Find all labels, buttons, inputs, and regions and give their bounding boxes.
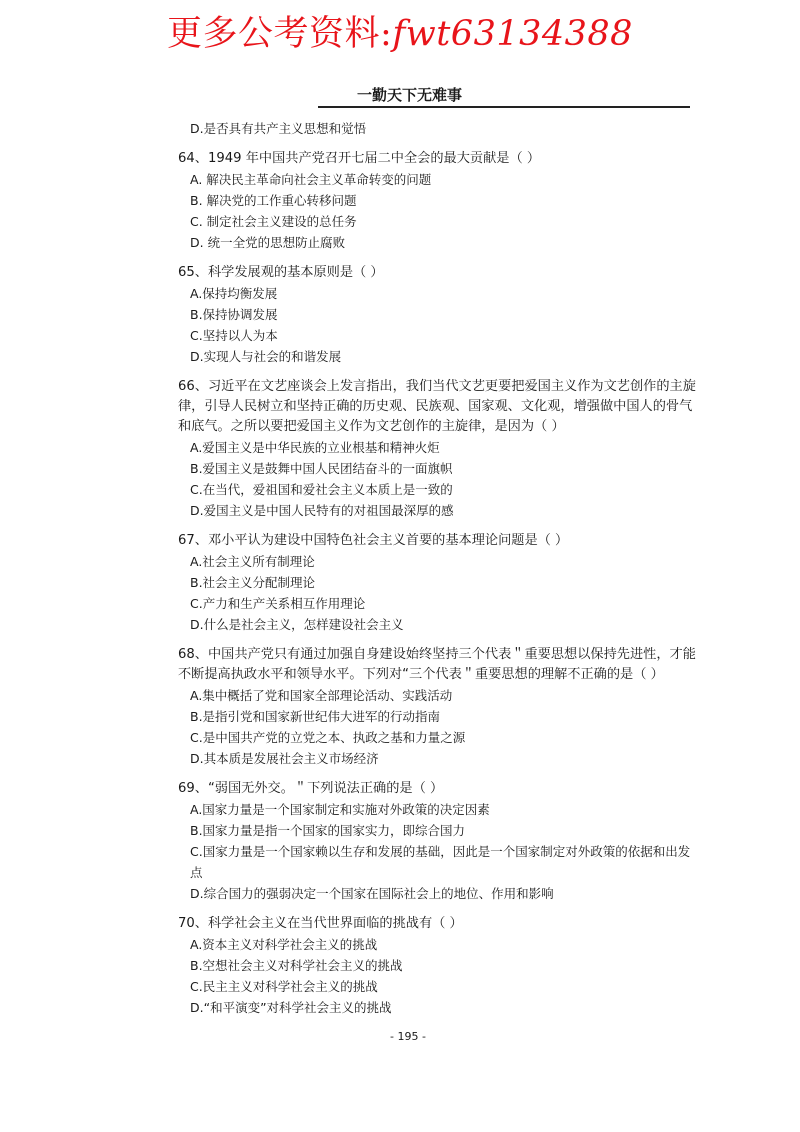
option-c: C.坚持以人为本 — [190, 328, 278, 343]
question-64 — [178, 149, 698, 253]
question-69 — [178, 779, 698, 904]
header-divider — [318, 106, 690, 108]
option-d: D.综合国力的强弱决定一个国家在国际社会上的地位、作用和影响 — [190, 886, 554, 901]
question-list — [178, 118, 698, 1028]
option-d: D.其本质是发展社会主义市场经济 — [190, 751, 379, 766]
option-b: B.国家力量是指一个国家的国家实力，即综合国力 — [190, 823, 466, 838]
question-stem: 65、科学发展观的基本原则是（ ） — [178, 265, 384, 280]
question-65 — [178, 263, 698, 367]
option-b: B.是指引党和国家新世纪伟大进军的行动指南 — [190, 709, 441, 724]
option-d: D. 统一全党的思想防止腐败 — [190, 235, 346, 250]
option-c: C. 制定社会主义建设的总任务 — [190, 214, 357, 229]
option-d: D.爱国主义是中国人民特有的对祖国最深厚的感 — [190, 503, 454, 518]
option-c: C.产力和生产关系相互作用理论 — [190, 596, 366, 611]
option-a: A.爱国主义是中华民族的立业根基和精神火炬 — [190, 440, 440, 455]
watermark-banner — [0, 6, 800, 56]
question-stem: 68、中国共产党只有通过加强自身建设始终坚持三个代表＂重要思想以保持先进性，才能不断提高执政水平和领导水平。下列对“三个代表＂重要思想的理解不正确的是（ ） — [178, 647, 696, 682]
question-70 — [178, 914, 698, 1018]
option-b: B.空想社会主义对科学社会主义的挑战 — [190, 958, 403, 973]
page-number: - 195 - — [390, 1030, 426, 1043]
orphan-option: D.是否具有共产主义思想和觉悟 — [190, 121, 367, 136]
question-stem: 67、邓小平认为建设中国特色社会主义首要的基本理论问题是（ ） — [178, 533, 569, 548]
option-b: B.爱国主义是鼓舞中国人民团结奋斗的一面旗帜 — [190, 461, 453, 476]
question-stem: 70、科学社会主义在当代世界面临的挑战有（ ） — [178, 916, 463, 931]
watermark-label: 更多公考资料: — [167, 14, 393, 54]
option-c: C.国家力量是一个国家赖以生存和发展的基础，因此是一个国家制定对外政策的依据和出发点 — [190, 844, 691, 880]
option-a: A.集中概括了党和国家全部理论活动、实践活动 — [190, 688, 453, 703]
question-stem: 64、1949 年中国共产党召开七届二中全会的最大贡献是（ ） — [178, 151, 541, 166]
watermark-id: fwt63134388 — [392, 14, 633, 54]
option-a: A.保持均衡发展 — [190, 286, 278, 301]
option-a: A.社会主义所有制理论 — [190, 554, 315, 569]
option-c: C.是中国共产党的立党之本、执政之基和力量之源 — [190, 730, 466, 745]
option-d: D.实现人与社会的和谐发展 — [190, 349, 342, 364]
option-a: A.资本主义对科学社会主义的挑战 — [190, 937, 378, 952]
option-c: C.民主主义对科学社会主义的挑战 — [190, 979, 378, 994]
option-a: A. 解决民主革命向社会主义革命转变的问题 — [190, 172, 432, 187]
option-a: A.国家力量是一个国家制定和实施对外政策的决定因素 — [190, 802, 490, 817]
option-d: D.“和平演变”对科学社会主义的挑战 — [190, 1000, 392, 1015]
option-b: B. 解决党的工作重心转移问题 — [190, 193, 357, 208]
question-68 — [178, 645, 698, 769]
question-67 — [178, 531, 698, 635]
page-header-title: 一勤天下无难事 — [356, 86, 462, 104]
option-c: C.在当代，爱祖国和爱社会主义本质上是一致的 — [190, 482, 453, 497]
option-b: B.社会主义分配制理论 — [190, 575, 316, 590]
question-stem: 66、习近平在文艺座谈会上发言指出，我们当代文艺更要把爱国主义作为文艺创作的主旋律，引导人民树立和坚持正确的历史观、民族观、国家观、文化观，增强做中国人的骨气和底气。之所以要把爱国主义作为文艺创作的主旋律，是因为（ ） — [178, 379, 696, 434]
option-b: B.保持协调发展 — [190, 307, 278, 322]
question-66 — [178, 377, 698, 521]
question-stem: 69、“弱国无外交。＂下列说法正确的是（ ） — [178, 781, 444, 796]
option-d: D.什么是社会主义，怎样建设社会主义 — [190, 617, 404, 632]
